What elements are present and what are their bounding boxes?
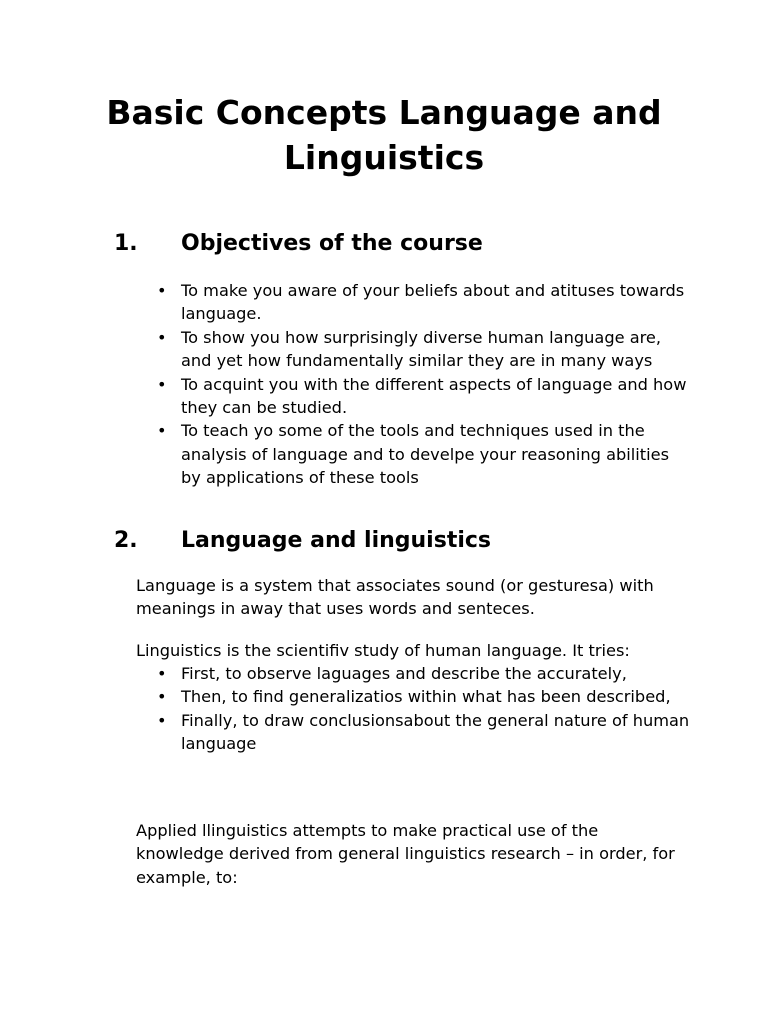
document-title: Basic Concepts Language and Linguistics	[106, 93, 662, 177]
section-1-heading	[114, 230, 483, 258]
list-item: • To show you how surprisingly diverse human language are, and yet how fundamentally similar they are in many ways	[181, 326, 691, 373]
section-2-heading	[114, 527, 491, 555]
applied-linguistics-paragraph: Applied llinguistics attempts to make practical use of the knowledge derived from general linguistics research – in order, for example, to:	[136, 821, 675, 887]
list-item: • Finally, to draw conclusionsabout the general nature of human language	[181, 709, 691, 756]
objectives-list	[181, 279, 691, 490]
section-2-number: 2.	[114, 528, 138, 553]
linguistics-definition: Linguistics is the scientifiv study of human language. It tries:	[136, 641, 630, 660]
linguistics-steps-list	[181, 662, 691, 756]
section-1-title: Objectives of the course	[181, 231, 483, 256]
section-2-title: Language and linguistics	[181, 528, 492, 553]
section-1-number: 1.	[114, 231, 138, 256]
list-item: • First, to observe laguages and describe the accurately,	[181, 662, 691, 685]
list-item: • To teach yo some of the tools and techniques used in the analysis of language and to develpe your reasoning abilities by applications of these tools	[181, 419, 691, 489]
list-item: • Then, to find generalizatios within what has been described,	[181, 685, 691, 708]
list-item: • To acquint you with the different aspects of language and how they can be studied.	[181, 373, 691, 420]
list-item: • To make you aware of your beliefs about and atituses towards language.	[181, 279, 691, 326]
language-definition: Language is a system that associates sound (or gesturesa) with meanings in away that uses words and senteces.	[136, 576, 654, 619]
